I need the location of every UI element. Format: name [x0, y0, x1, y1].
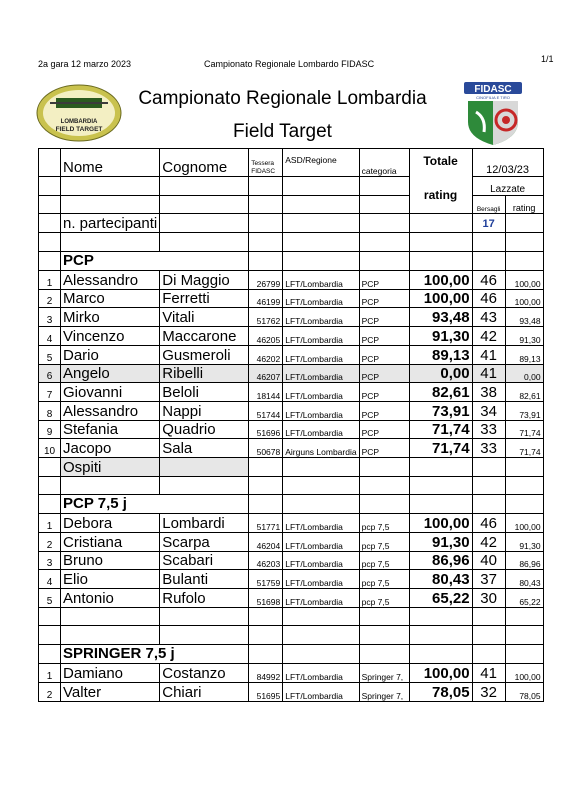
row-position: 5: [39, 589, 61, 608]
row-last-name: Maccarone: [160, 327, 249, 346]
table-row: [39, 682, 544, 701]
row-club: LFT/Lombardia: [283, 308, 359, 327]
row-last-name: Beloli: [160, 383, 249, 402]
row-rating: 82,61: [505, 383, 543, 402]
row-category: PCP: [359, 383, 409, 402]
row-card-number: 46205: [249, 327, 283, 346]
row-position: 6: [39, 364, 61, 383]
col-header-categoria: categoria: [359, 149, 409, 177]
row-rating: 100,00: [505, 514, 543, 533]
row-targets: 38: [472, 383, 505, 402]
row-rating: 91,30: [505, 533, 543, 552]
row-targets: 41: [472, 664, 505, 683]
row-first-name: Debora: [61, 514, 160, 533]
row-targets: 37: [472, 570, 505, 589]
row-first-name: Angelo: [61, 364, 160, 383]
table-header-row: [39, 149, 544, 177]
row-last-name: Bulanti: [160, 570, 249, 589]
row-club: LFT/Lombardia: [283, 420, 359, 439]
row-last-name: Ribelli: [160, 364, 249, 383]
table-row: [39, 327, 544, 346]
row-first-name: Mirko: [61, 308, 160, 327]
spacer-row: [39, 476, 544, 495]
table-row: [39, 420, 544, 439]
table-row: [39, 308, 544, 327]
row-category: PCP: [359, 439, 409, 458]
row-first-name: Vincenzo: [61, 327, 160, 346]
row-position: 2: [39, 289, 61, 308]
row-total: 100,00: [409, 664, 472, 683]
row-club: LFT/Lombardia: [283, 589, 359, 608]
row-club: LFT/Lombardia: [283, 401, 359, 420]
table-row: [39, 589, 544, 608]
row-position: 3: [39, 308, 61, 327]
row-card-number: 46207: [249, 364, 283, 383]
row-position: 1: [39, 271, 61, 290]
row-position: 1: [39, 664, 61, 683]
row-rating: 78,05: [505, 682, 543, 701]
row-category: PCP: [359, 345, 409, 364]
row-category: PCP: [359, 327, 409, 346]
row-first-name: Elio: [61, 570, 160, 589]
row-last-name: Costanzo: [160, 664, 249, 683]
table-header-row-2: [39, 177, 544, 196]
row-category: Springer 7,: [359, 682, 409, 701]
page-title: Campionato Regionale Lombardia: [138, 88, 427, 109]
col-header-bersagli: Bersagli: [472, 195, 505, 214]
row-total: 100,00: [409, 271, 472, 290]
row-card-number: 51744: [249, 401, 283, 420]
col-header-rating-small: rating: [505, 195, 543, 214]
row-total: 73,91: [409, 401, 472, 420]
row-rating: 71,74: [505, 439, 543, 458]
row-total: 86,96: [409, 551, 472, 570]
row-targets: 41: [472, 364, 505, 383]
table-row: [39, 383, 544, 402]
row-card-number: 51771: [249, 514, 283, 533]
row-rating: 0,00: [505, 364, 543, 383]
row-category: PCP: [359, 401, 409, 420]
row-total: 78,05: [409, 682, 472, 701]
row-targets: 30: [472, 589, 505, 608]
row-total: 71,74: [409, 420, 472, 439]
row-targets: 34: [472, 401, 505, 420]
section-header-row: [39, 645, 544, 664]
row-category: pcp 7,5: [359, 514, 409, 533]
section-header-row: [39, 495, 544, 514]
row-position: 2: [39, 533, 61, 552]
section-title: PCP: [63, 252, 94, 270]
row-position: 1: [39, 514, 61, 533]
row-total: 0,00: [409, 364, 472, 383]
table-row: [39, 514, 544, 533]
row-rating: 86,96: [505, 551, 543, 570]
row-category: PCP: [359, 308, 409, 327]
row-position: 5: [39, 345, 61, 364]
row-club: LFT/Lombardia: [283, 514, 359, 533]
row-last-name: Vitali: [160, 308, 249, 327]
row-last-name: Scabari: [160, 551, 249, 570]
row-last-name: Nappi: [160, 401, 249, 420]
row-position: 2: [39, 682, 61, 701]
row-total: 65,22: [409, 589, 472, 608]
row-category: pcp 7,5: [359, 551, 409, 570]
row-last-name: Gusmeroli: [160, 345, 249, 364]
row-club: LFT/Lombardia: [283, 570, 359, 589]
row-rating: 91,30: [505, 327, 543, 346]
row-rating: 89,13: [505, 345, 543, 364]
row-last-name: Ferretti: [160, 289, 249, 308]
row-position: 9: [39, 420, 61, 439]
row-total: 91,30: [409, 533, 472, 552]
row-first-name: Marco: [61, 289, 160, 308]
row-first-name: Antonio: [61, 589, 160, 608]
row-club: LFT/Lombardia: [283, 551, 359, 570]
row-card-number: 51696: [249, 420, 283, 439]
col-header-tessera: Tessera FIDASC: [249, 149, 283, 177]
row-first-name: Jacopo: [61, 439, 160, 458]
header-page-number: 1/1: [541, 54, 554, 64]
row-card-number: 51762: [249, 308, 283, 327]
table-row: [39, 345, 544, 364]
row-targets: 41: [472, 345, 505, 364]
row-first-name: Stefania: [61, 420, 160, 439]
row-club: LFT/Lombardia: [283, 345, 359, 364]
header-championship: Campionato Regionale Lombardo FIDASC: [204, 59, 375, 69]
row-total: 71,74: [409, 439, 472, 458]
row-category: PCP: [359, 271, 409, 290]
row-last-name: Chiari: [160, 682, 249, 701]
row-targets: 46: [472, 271, 505, 290]
row-total: 89,13: [409, 345, 472, 364]
fidasc-logo: [462, 82, 524, 146]
row-category: pcp 7,5: [359, 533, 409, 552]
spacer-row: [39, 626, 544, 645]
header-event-date: 2a gara 12 marzo 2023: [38, 59, 132, 69]
row-club: LFT/Lombardia: [283, 533, 359, 552]
row-position: 4: [39, 570, 61, 589]
table-row: [39, 570, 544, 589]
participants-row: [39, 214, 544, 233]
row-club: LFT/Lombardia: [283, 327, 359, 346]
row-targets: 33: [472, 439, 505, 458]
row-card-number: 51698: [249, 589, 283, 608]
row-rating: 80,43: [505, 570, 543, 589]
left-logo-text-1: LOMBARDIA: [60, 119, 98, 125]
page-subtitle: Field Target: [233, 121, 332, 142]
row-total: 93,48: [409, 308, 472, 327]
results-table: [38, 148, 544, 702]
row-club: LFT/Lombardia: [283, 383, 359, 402]
fidasc-logo-subtext: CINOFILIA E TIRO: [476, 95, 510, 100]
row-rating: 100,00: [505, 664, 543, 683]
row-card-number: 18144: [249, 383, 283, 402]
row-targets: 43: [472, 308, 505, 327]
row-targets: 42: [472, 533, 505, 552]
row-category: Springer 7,: [359, 664, 409, 683]
row-club: LFT/Lombardia: [283, 289, 359, 308]
participants-label: n. partecipanti: [61, 214, 160, 233]
row-category: PCP: [359, 420, 409, 439]
row-card-number: 84992: [249, 664, 283, 683]
row-first-name: Damiano: [61, 664, 160, 683]
row-card-number: 51695: [249, 682, 283, 701]
row-card-number: 50678: [249, 439, 283, 458]
table-row: [39, 664, 544, 683]
row-club: LFT/Lombardia: [283, 364, 359, 383]
row-targets: 33: [472, 420, 505, 439]
table-row: [39, 401, 544, 420]
spacer-row: [39, 233, 544, 252]
row-category: pcp 7,5: [359, 570, 409, 589]
row-last-name: Scarpa: [160, 533, 249, 552]
row-last-name: Di Maggio: [160, 271, 249, 290]
table-row: [39, 271, 544, 290]
guests-label: Ospiti: [61, 457, 160, 476]
row-position: 7: [39, 383, 61, 402]
row-targets: 46: [472, 514, 505, 533]
row-rating: 71,74: [505, 420, 543, 439]
row-total: 100,00: [409, 514, 472, 533]
row-rating: 65,22: [505, 589, 543, 608]
row-first-name: Alessandro: [61, 401, 160, 420]
row-category: pcp 7,5: [359, 589, 409, 608]
table-row: [39, 439, 544, 458]
row-first-name: Alessandro: [61, 271, 160, 290]
row-rating: 73,91: [505, 401, 543, 420]
row-last-name: Lombardi: [160, 514, 249, 533]
col-header-totale: Totale: [409, 149, 472, 177]
row-category: PCP: [359, 289, 409, 308]
row-last-name: Quadrio: [160, 420, 249, 439]
guests-row: [39, 457, 544, 476]
row-first-name: Bruno: [61, 551, 160, 570]
row-category: PCP: [359, 364, 409, 383]
col-header-asd: ASD/Regione: [283, 149, 359, 177]
row-club: LFT/Lombardia: [283, 682, 359, 701]
col-header-date: 12/03/23: [472, 149, 543, 177]
row-position: 10: [39, 439, 61, 458]
row-total: 82,61: [409, 383, 472, 402]
section-title: PCP 7,5 j: [63, 495, 127, 513]
row-position: 3: [39, 551, 61, 570]
row-club: LFT/Lombardia: [283, 664, 359, 683]
row-first-name: Dario: [61, 345, 160, 364]
row-position: 4: [39, 327, 61, 346]
row-total: 100,00: [409, 289, 472, 308]
row-card-number: 46199: [249, 289, 283, 308]
row-position: 8: [39, 401, 61, 420]
col-header-lazzate: Lazzate: [472, 177, 543, 196]
col-header-cognome: Cognome: [160, 149, 249, 177]
row-last-name: Rufolo: [160, 589, 249, 608]
row-first-name: Valter: [61, 682, 160, 701]
col-header-nome: Nome: [61, 149, 160, 177]
row-last-name: Sala: [160, 439, 249, 458]
row-targets: 46: [472, 289, 505, 308]
section-title: SPRINGER 7,5 j: [63, 645, 175, 663]
row-first-name: Giovanni: [61, 383, 160, 402]
table-row: [39, 364, 544, 383]
participants-count: 17: [472, 214, 505, 233]
col-header-rating: rating: [409, 177, 472, 214]
row-rating: 100,00: [505, 289, 543, 308]
table-row: [39, 289, 544, 308]
row-card-number: 46202: [249, 345, 283, 364]
row-first-name: Cristiana: [61, 533, 160, 552]
row-targets: 42: [472, 327, 505, 346]
spacer-row: [39, 607, 544, 626]
table-row: [39, 533, 544, 552]
row-card-number: 46204: [249, 533, 283, 552]
row-club: Airguns Lombardia: [283, 439, 359, 458]
row-rating: 93,48: [505, 308, 543, 327]
row-card-number: 46203: [249, 551, 283, 570]
row-total: 80,43: [409, 570, 472, 589]
row-card-number: 51759: [249, 570, 283, 589]
row-targets: 32: [472, 682, 505, 701]
row-targets: 40: [472, 551, 505, 570]
left-logo-text-2: FIELD TARGET: [55, 126, 103, 133]
section-header-row: [39, 252, 544, 271]
row-card-number: 26799: [249, 271, 283, 290]
fidasc-logo-text: FIDASC: [474, 84, 512, 95]
table-row: [39, 551, 544, 570]
row-total: 91,30: [409, 327, 472, 346]
row-rating: 100,00: [505, 271, 543, 290]
row-club: LFT/Lombardia: [283, 271, 359, 290]
